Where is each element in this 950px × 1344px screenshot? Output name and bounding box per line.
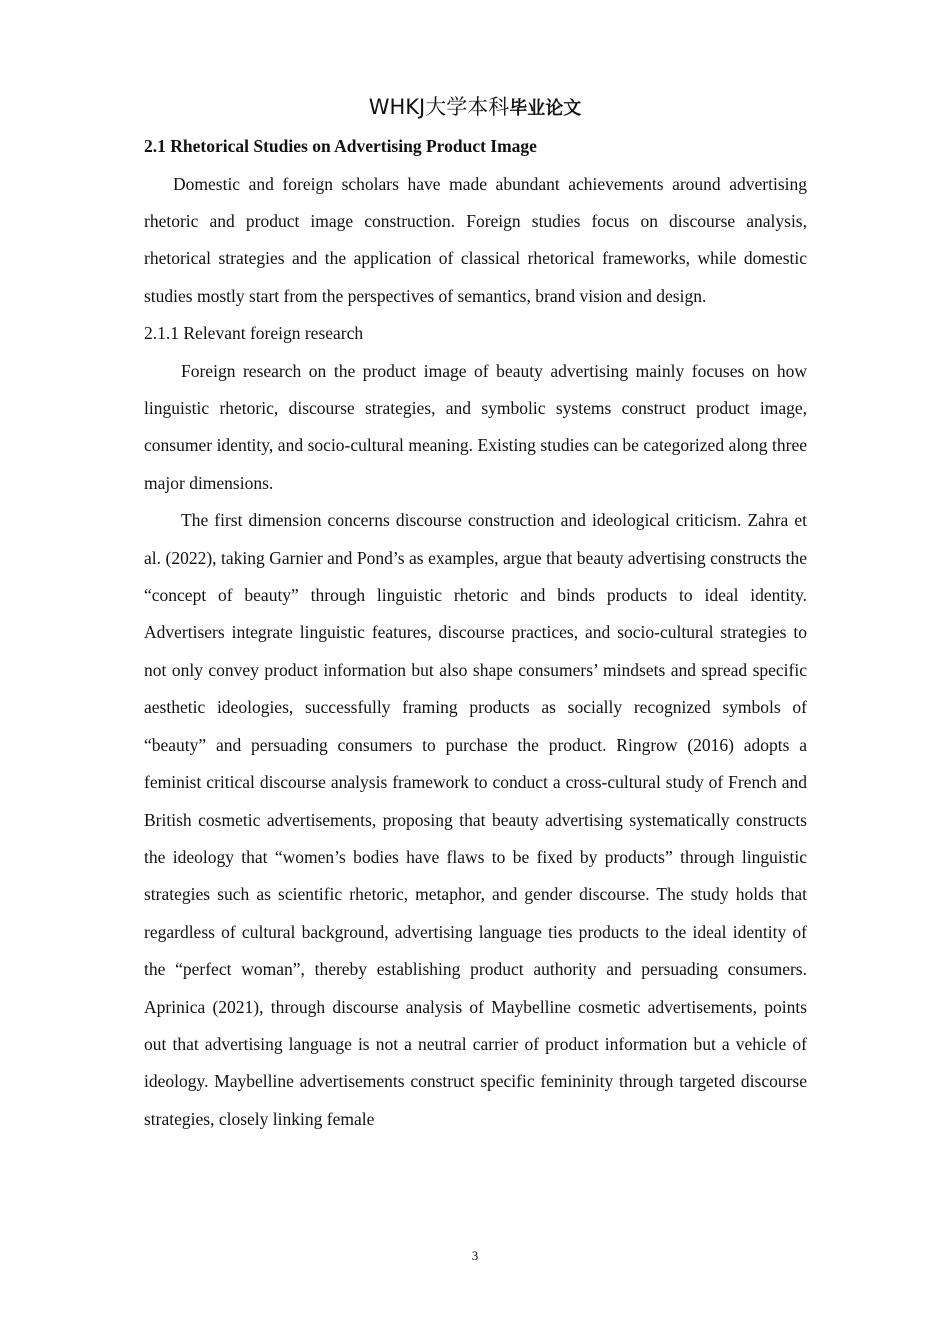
section-heading: 2.1 Rhetorical Studies on Advertising Product Image	[144, 136, 537, 156]
header-thesis-label: 毕业论文	[509, 98, 582, 119]
body-paragraph: Foreign research on the product image of beauty advertising mainly focuses on how linguistic rhetoric, discourse strategies, and symbolic systems construct product image, consumer identity, and socio-cultural meaning. Existing studies can be categorized along three major dimensions.	[144, 360, 807, 493]
header-university-title: WHKJ大学本科	[368, 95, 510, 119]
subsection-heading: 2.1.1 Relevant foreign research	[144, 323, 364, 344]
page-body	[144, 128, 807, 1138]
page-header	[0, 92, 950, 124]
body-paragraph: The first dimension concerns discourse construction and ideological criticism. Zahra et al. (2022), taking Garnier and Pond’s as examples, argue that beauty advertising constructs the “concept of beauty” through linguistic rhetoric and binds products to ideal identity. Advertisers integrate linguistic features, discourse practices, and socio-cultural strategies to not only convey product information but also shape consumers’ mindsets and spread specific aesthetic ideologies, successfully framing products as socially recognized symbols of “beauty” and persuading consumers to purchase the product. Ringrow (2016) adopts a feminist critical discourse analysis framework to conduct a cross-cultural study of French and British cosmetic advertisements, proposing that beauty advertising systematically constructs the ideology that “women’s bodies have flaws to be fixed by products” through linguistic strategies such as scientific rhetoric, metaphor, and gender discourse. The study holds that regardless of cultural background, advertising language ties products to the ideal identity of the “perfect woman”, thereby establishing product authority and persuading consumers. Aprinica (2021), through discourse analysis of Maybelline cosmetic advertisements, points out that advertising language is not a neutral carrier of product information but a vehicle of ideology. Maybelline advertisements construct specific femininity through targeted discourse strategies, closely linking female	[144, 510, 807, 1129]
page-number: 3	[471, 1248, 479, 1263]
intro-paragraph: Domestic and foreign scholars have made abundant achievements around advertising rhetoric and product image construction. Foreign studies focus on discourse analysis, rhetorical strategies and the application of classical rhetorical frameworks, while domestic studies mostly start from the perspectives of semantics, brand vision and design.	[144, 173, 807, 306]
